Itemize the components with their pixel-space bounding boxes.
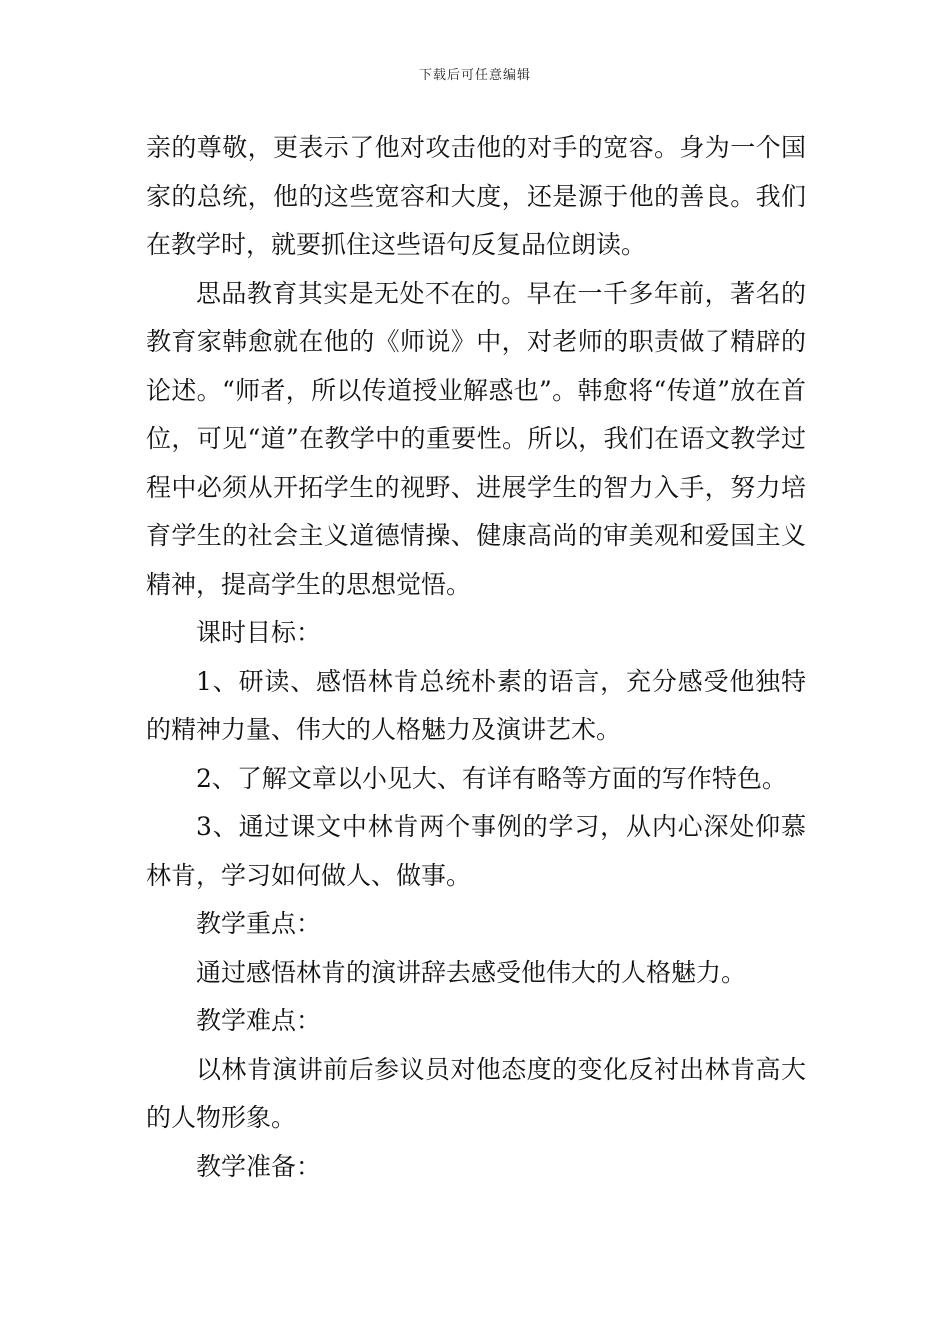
page-header: 下载后可任意编辑 — [418, 68, 531, 83]
document-body — [146, 124, 806, 1191]
teaching-focus-text: 通过感悟林肯的演讲辞去感受他伟大的人格魅力。 — [196, 957, 747, 987]
objective-item-3: 3、通过课文中林肯两个事例的学习，从内心深处仰慕林肯，学习如何做人、做事。 — [146, 812, 806, 890]
heading-teaching-focus: 教学重点： — [196, 909, 322, 938]
heading-teaching-difficulty: 教学难点： — [196, 1006, 322, 1035]
teaching-difficulty-text: 以林肯演讲前后参议员对他态度的变化反衬出林肯高大的人物形象。 — [146, 1054, 806, 1132]
heading-lesson-objectives: 课时目标： — [196, 618, 322, 647]
paragraph-moral-education: 思品教育其实是无处不在的。早在一千多年前，著名的教育家韩愈就在他的《师说》中，对老师的职责做了精辟的论述。“师者，所以传道授业解惑也”。韩愈将“传道”放在首位，可见“道”在教学中的重要性。所以，我们在语文教学过程中必须从开拓学生的视野、进展学生的智力入手，努力培育学生的社会主义道德情操、健康高尚的审美观和爱国主义精神，提高学生的思想觉悟。 — [146, 278, 806, 599]
objective-item-2: 2、了解文章以小见大、有详有略等方面的写作特色。 — [196, 763, 787, 793]
paragraph-continuation: 亲的尊敬，更表示了他对攻击他的对手的宽容。身为一个国家的总统，他的这些宽容和大度，还是源于他的善良。我们在教学时，就要抓住这些语句反复品位朗读。 — [146, 133, 806, 259]
objective-item-1: 1、研读、感悟林肯总统朴素的语言，充分感受他独特的精神力量、伟大的人格魅力及演讲艺术。 — [146, 666, 806, 744]
heading-teaching-preparation: 教学准备： — [196, 1151, 322, 1181]
